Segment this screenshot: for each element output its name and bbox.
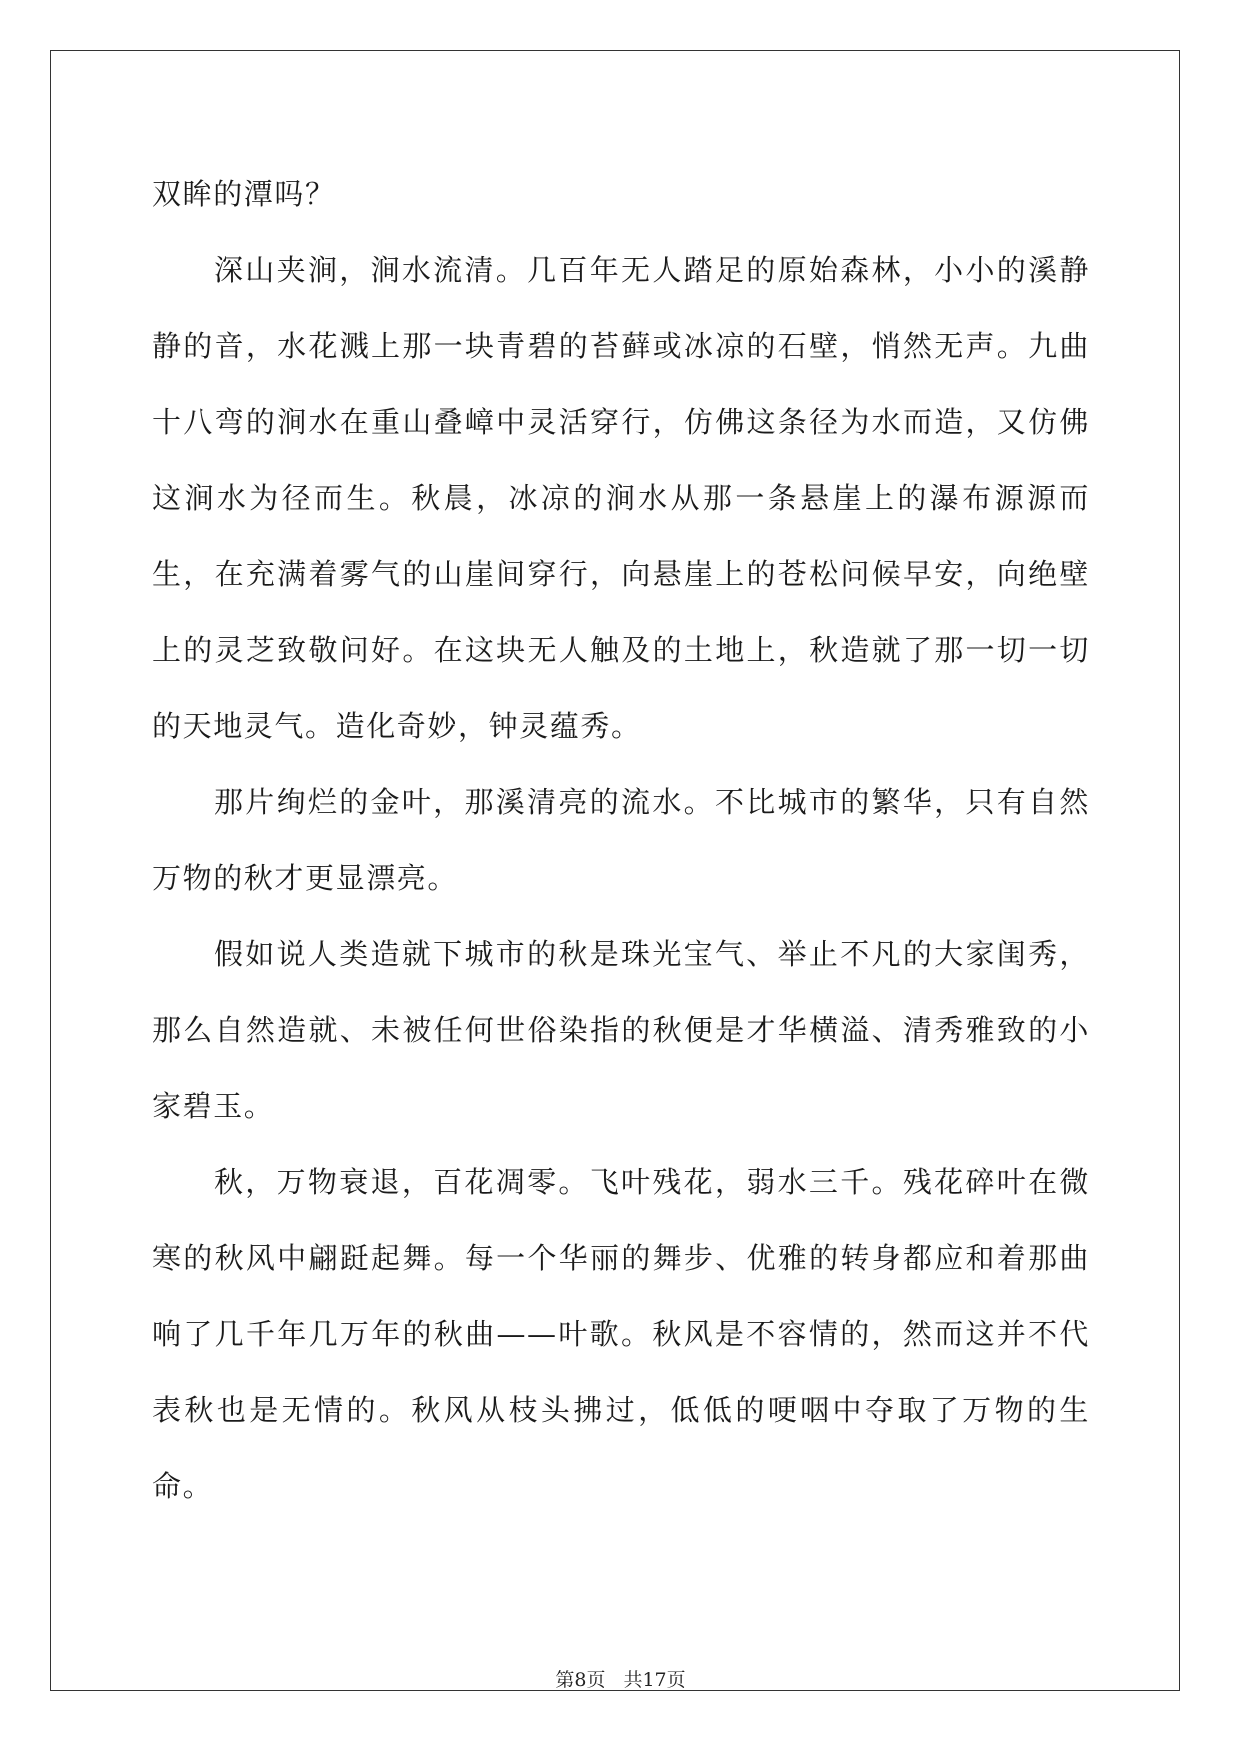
paragraph: 那片绚烂的金叶，那溪清亮的流水。不比城市的繁华，只有自然万物的秋才更显漂亮。 [152,785,1090,895]
paragraph: 假如说人类造就下城市的秋是珠光宝气、举止不凡的大家闺秀，那么自然造就、未被任何世俗染指的秋便是才华横溢、清秀雅致的小家碧玉。 [152,937,1090,1123]
paragraph: 双眸的潭吗？ [152,177,336,211]
page-footer [0,1665,1241,1692]
paragraph: 秋，万物衰退，百花凋零。飞叶残花，弱水三千。残花碎叶在微寒的秋风中翩跹起舞。每一个华丽的舞步、优雅的转身都应和着那曲响了几千年几万年的秋曲——叶歌。秋风是不容情的，然而这并不代表秋也是无情的。秋风从枝头拂过，低低的哽咽中夺取了万物的生命。 [152,1165,1090,1503]
page-number: 第8页 [555,1669,606,1691]
page-total: 共17页 [623,1669,686,1691]
paragraph: 深山夹涧，涧水流清。几百年无人踏足的原始森林，小小的溪静静的音，水花溅上那一块青碧的苔藓或冰凉的石壁，悄然无声。九曲十八弯的涧水在重山叠嶂中灵活穿行，仿佛这条径为水而造，又仿佛这涧水为径而生。秋晨，冰凉的涧水从那一条悬崖上的瀑布源源而生，在充满着雾气的山崖间穿行，向悬崖上的苍松问候早安，向绝壁上的灵芝致敬问好。在这块无人触及的土地上，秋造就了那一切一切的天地灵气。造化奇妙，钟灵蕴秀。 [152,253,1090,743]
document-body [152,156,1090,1524]
